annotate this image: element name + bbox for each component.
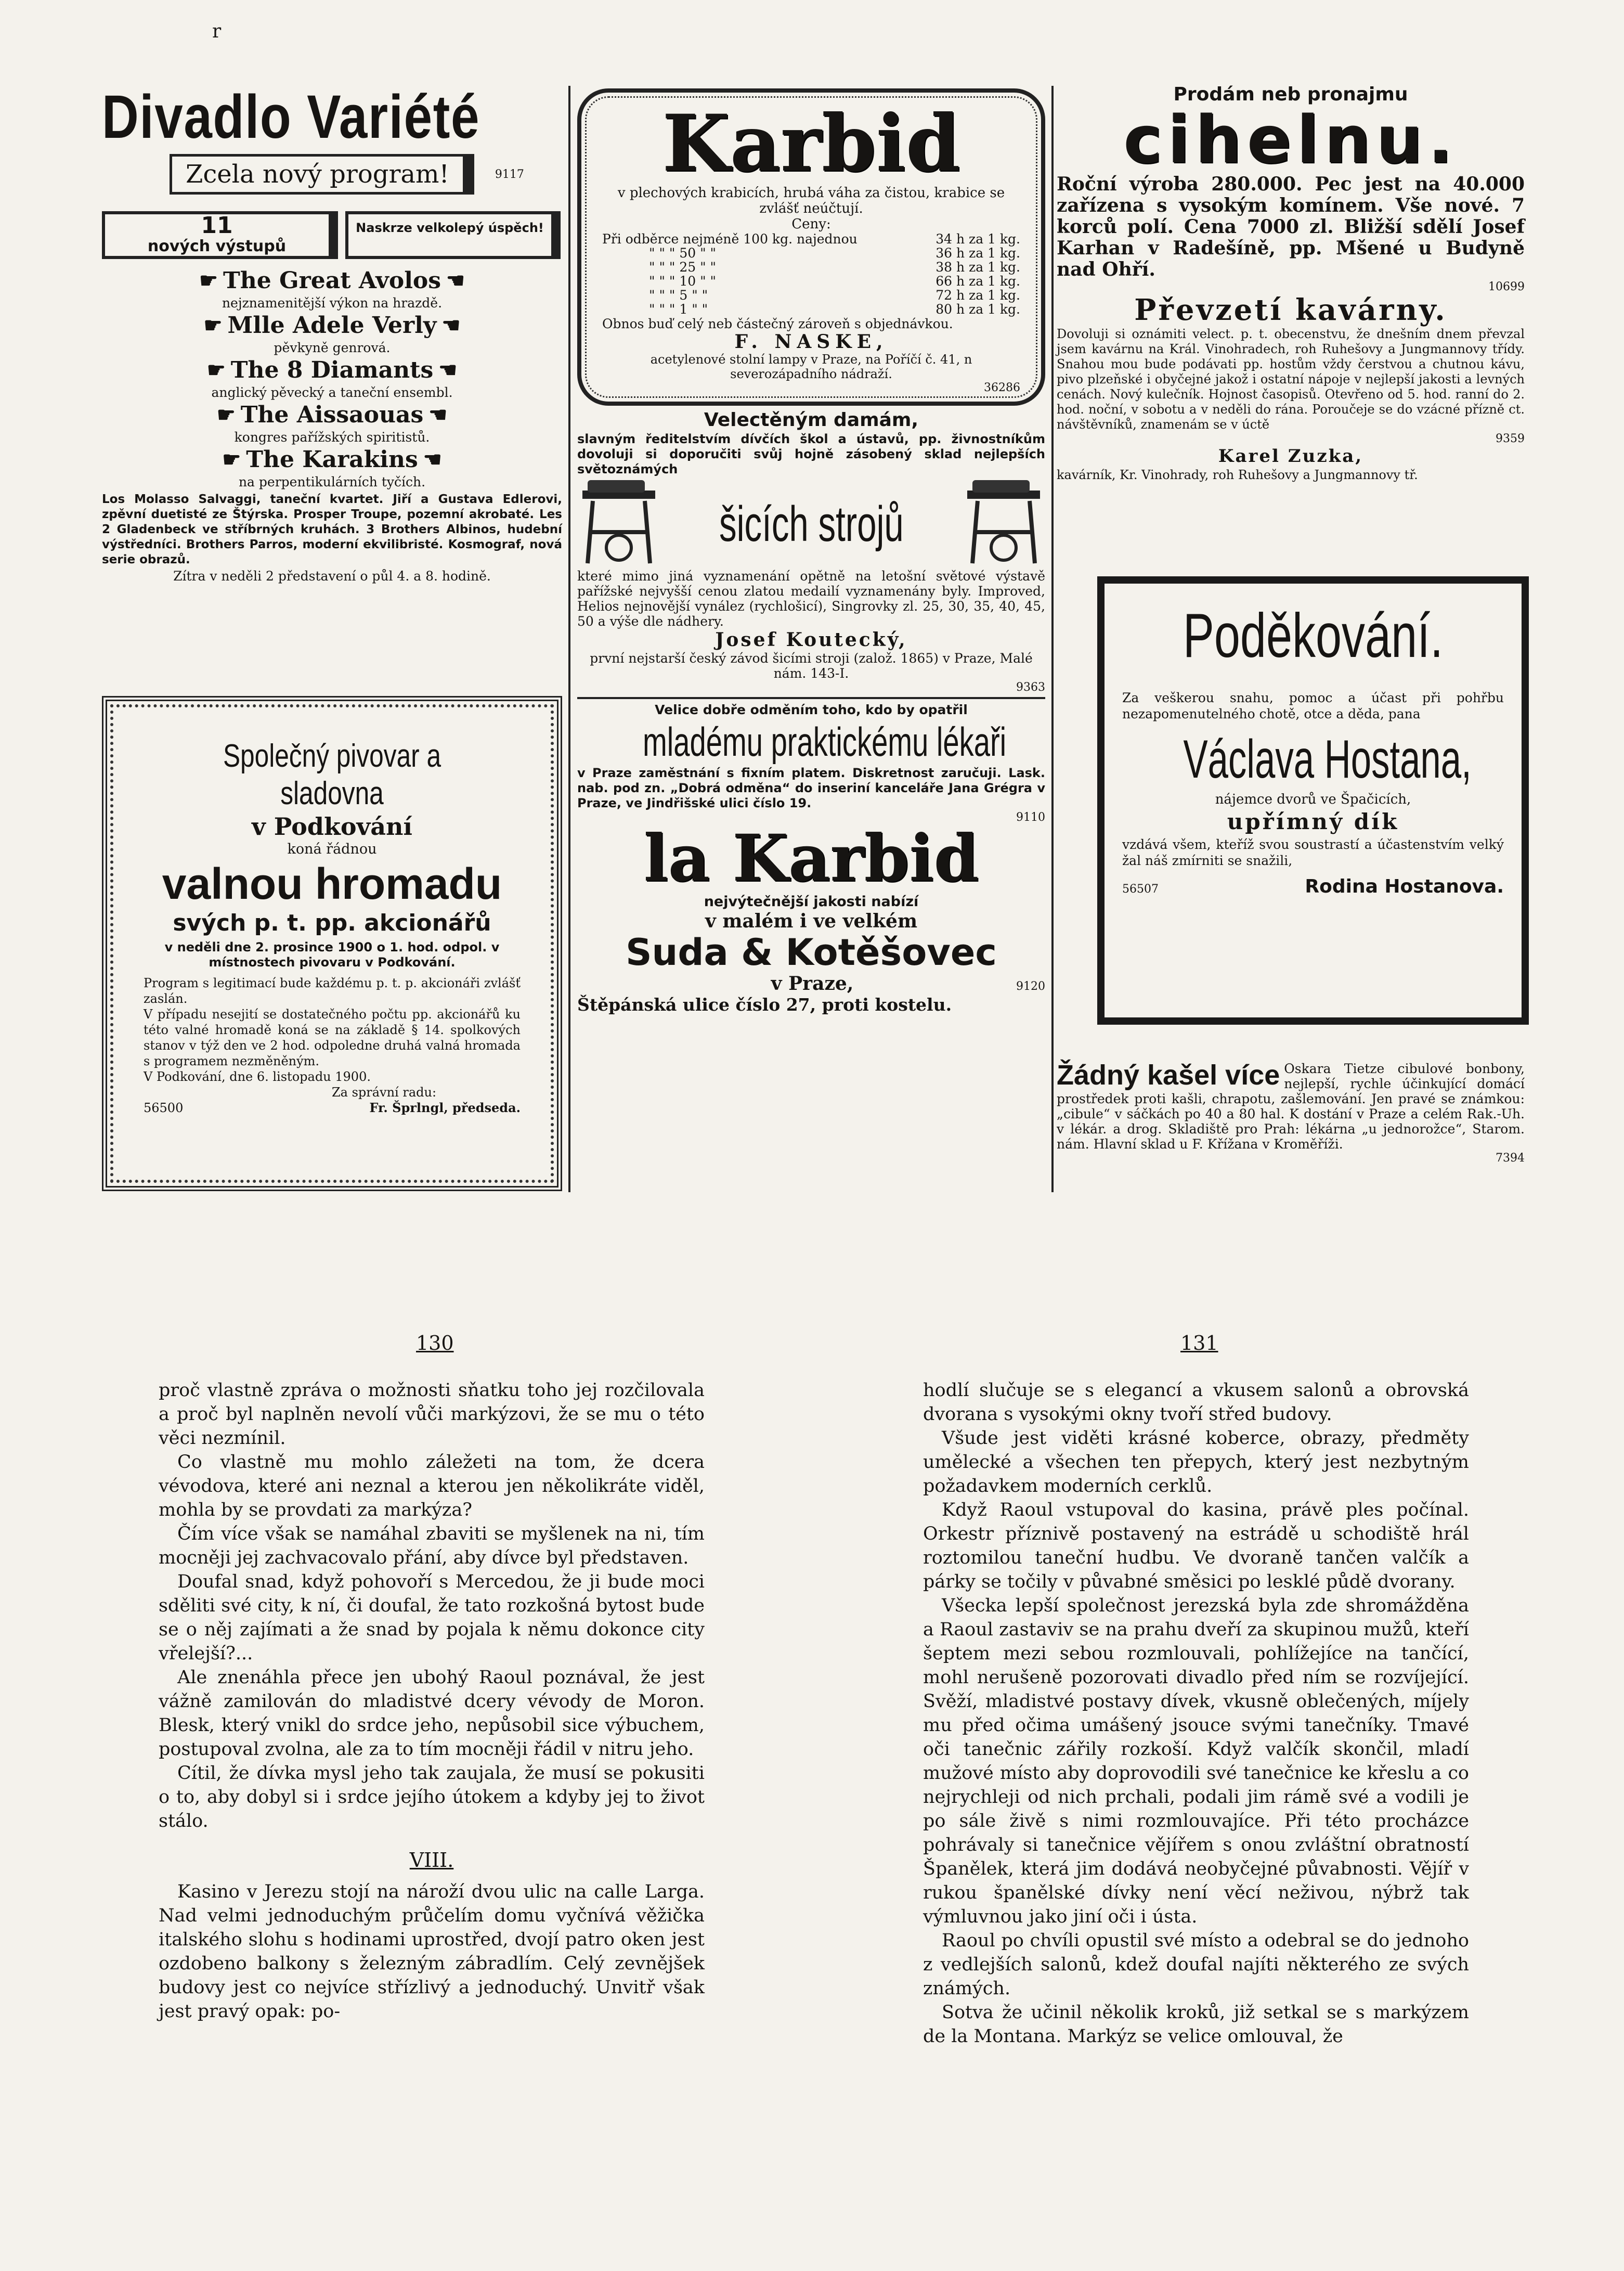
- success-box: Naskrze velkolepý úspěch!: [345, 211, 561, 259]
- act-item: [102, 401, 562, 445]
- ladies-title: Velectěným damám,: [704, 409, 919, 431]
- column-rule-2: [1051, 86, 1054, 1192]
- brewery-meeting: valnou hromadu: [162, 859, 502, 908]
- price-label: " " " 1 " ": [649, 302, 708, 317]
- novel-paragraph: Čím více však se namáhal zbaviti se myšlenek na ni, tím mocněji jej zachvacovalo přání, aby dívce byl představen.: [159, 1524, 705, 1568]
- pointing-hand-icon: ☛: [203, 313, 223, 338]
- novel-paragraph: Doufal snad, když pohovoří s Mercedou, že ji bude moci sděliti své city, k ní, či doufal, že tato rozkošná bytost bude se o něj zajímati a že snad by pojala k němu dokonce city vřelejší?...: [159, 1571, 705, 1664]
- brewery-board: Za správní radu:: [331, 1085, 437, 1100]
- column-classifieds: [1057, 83, 1525, 483]
- price-value: 72 h za 1 kg.: [936, 288, 1020, 303]
- prices-label: Ceny:: [791, 216, 831, 232]
- ladies-text: slavným ředitelstvím dívčích škol a ústavů, pp. živnostníkům dovoluji si doporučiti svůj hojně zásobený sklad nejlepších světoznámých: [577, 432, 1045, 476]
- column-karbid: [577, 88, 1045, 1015]
- brewery-date: v neděli dne 2. prosince 1900 o 1. hod. odpol. v místnostech pivovaru v Podkování.: [164, 940, 500, 970]
- cafe-text: Dovoluji si oznámiti velect. p. t. obecenstvu, že dnešním dnem převzal jsem kavárnu na Král. Vinohradech, roh Ruhešovy a Jungmannovy třídy. Snahou mou bude podávati pp. hostům vždy čerstvou a chutnou kávu, pivo plzeňské i obyčejné jakož i ostatní nápoje v nejlepší jakosti a levných cenách. Nový kulečník. Hojnost časopisů. Otevřeno od 5. hod. ranní do 2. hod. noční, v sobotu a v neděli do rána. Poroučeje se do vzácné přízně ct. návštěvníků, znamenám se v úctě: [1057, 327, 1525, 432]
- act-name: The Karakins: [246, 446, 418, 473]
- program-num: 9117: [495, 167, 524, 181]
- cihelnu-text: Roční výroba 280.000. Pec jest na 40.000 zařízena s vysokým komínem. Vše nové. 7 korců polí. Cena 7000 zl. Bližší sdělí Josef Karhan v Radešíně, pp. Mšené u Budyně nad Ohří.: [1057, 173, 1525, 280]
- sewing-text: které mimo jiná vyznamenání opětně na letošní světové výstavě pařížské nejvyšší cenou zlatou medailí vyznamenány byly. Improved, Helios nejnovější vynález (rychlošicí), Singrovky zl. 25, 30, 35, 40, 45, 50 a výše dle nádhery.: [577, 569, 1045, 629]
- thanks-heart: upřímný dík: [1227, 809, 1399, 834]
- brewery-signer: Fr. Šprlngl, předseda.: [369, 1100, 521, 1115]
- price-value: 80 h za 1 kg.: [936, 302, 1020, 317]
- sale-head: Prodám neb pronajmu: [1173, 84, 1408, 105]
- thanks-family: Rodina Hostanova.: [1305, 876, 1504, 897]
- novel-paragraph: Co vlastně mu mohlo záležeti na tom, že dcera vévodova, které ani neznal a kterou jen několikráte viděl, mohla by se provdati za markýza?: [159, 1452, 705, 1520]
- cough-text: Oskara Tietze cibulové bonbony, nejlepší, rychle účinkující domácí prostředek proti kašli, chrapotu, zašlemování. Jen pravé se známkou: „cibule“ v sáčkách po 40 a 80 hal. K dostání v Praze a celém Rak.-Uh. v lékár. a drog. Skladiště pro Prah: lékárna „u jednorožce“, Starom. nám. Hlavní sklad u F. Křížana v Kroměříži.: [1057, 1061, 1525, 1152]
- page-number-left: 130: [416, 1332, 454, 1354]
- novel-paragraph: proč vlastně zpráva o možnosti sňatku toho jej rozčilovala a proč byl naplněn nevolí vůči markýzovi, že se mu o této věci nezmínil.: [159, 1380, 705, 1449]
- doctor-num: 9110: [1016, 811, 1045, 824]
- sewing-machine-icon: [577, 480, 660, 569]
- price-label: " " " 50 " ": [649, 246, 717, 261]
- pointing-hand-icon: ☛: [216, 403, 236, 427]
- pointing-hand-left-icon: ☚: [438, 358, 458, 382]
- act-item: [102, 266, 562, 311]
- thanks-more: vzdává všem, kteříž svou soustrastí a účastenstvím velký žal náš zmírniti se snažili,: [1122, 837, 1504, 868]
- doctor-title: mladému praktickému lékaři: [643, 719, 1007, 765]
- karbid-title: Karbid: [662, 98, 960, 189]
- price-value: 36 h za 1 kg.: [936, 246, 1020, 261]
- cihelnu-num: 10699: [1488, 280, 1525, 293]
- brewery-num: 56500: [144, 1101, 184, 1115]
- count-label: nových výstupů: [147, 237, 287, 255]
- cafe-title: Převzetí kavárny.: [1134, 293, 1447, 327]
- la-karbid-title: la Karbid: [643, 821, 979, 896]
- acts-time: Zítra v neděli 2 představení o půl 4. a 8. hodině.: [173, 569, 491, 584]
- pointing-hand-left-icon: ☚: [446, 268, 465, 293]
- reward-text: Velice dobře odměním toho, kdo by opatřil: [655, 702, 968, 717]
- cough-title: Žádný kašel více: [1057, 1060, 1280, 1091]
- naske-num: 36286: [984, 381, 1020, 394]
- cafe-num: 9359: [1496, 432, 1525, 445]
- price-label: " " " 10 " ": [649, 274, 717, 289]
- top-mark: r: [212, 21, 222, 42]
- act-name: The 8 Diamants: [230, 357, 434, 383]
- brewery-program: Program s legitimací bude každému p. t. p. akcionáři zvlášť zaslán.: [144, 976, 521, 1006]
- sewing-machine-icon: [962, 480, 1045, 569]
- program-box: [170, 154, 474, 195]
- price-label: Při odběrce nejméně 100 kg. najednou: [602, 231, 858, 247]
- act-desc: nejznamenitější výkon na hrazdě.: [222, 295, 443, 311]
- brewery-clause: V případu nesejití se dostatečného počtu pp. akcionářů ku této valné hromadě koná se na základě § 14. spolkových stanov v týž den ve 2 hod. odpoledne druhá valná hromada s programem nezměněným.: [144, 1007, 521, 1068]
- cihelnu-title: cihelnu.: [1123, 101, 1458, 178]
- thanks-ad: [1097, 576, 1529, 1025]
- firm-city: v Praze,: [771, 973, 854, 995]
- price-row: [602, 274, 1020, 288]
- firm-num: 9120: [1016, 980, 1045, 993]
- act-item: [102, 356, 562, 401]
- koutecky-num: 9363: [1016, 681, 1045, 694]
- naske-name: F. NASKE,: [734, 331, 888, 353]
- pointing-hand-left-icon: ☚: [423, 447, 442, 472]
- price-table: [602, 232, 1020, 316]
- karbid-ad: [577, 88, 1045, 406]
- act-desc: na perpentikulárních tyčích.: [238, 474, 426, 489]
- novel-paragraph: Sotva že učinil několik kroků, již setkal se s markýzem de la Montana. Markýz se velice omlouval, že: [923, 2002, 1469, 2047]
- cafe-owner-addr: kavárník, Kr. Vinohrady, roh Ruhešovy a Jungmannovy tř.: [1057, 468, 1418, 482]
- price-row: [602, 302, 1020, 316]
- acts-list: [102, 266, 562, 490]
- firm-name: Suda & Kotěšovec: [626, 931, 997, 974]
- cough-num: 7394: [1496, 1152, 1525, 1165]
- theatre-title: Divadlo Variété: [102, 83, 480, 151]
- novel-paragraph: Raoul po chvíli opustil své místo a odebral se do jednoho z vedlejších salonů, kdež doufal najíti některého ze svých známých.: [923, 1930, 1469, 1999]
- brewery-of: svých p. t. pp. akcionářů: [173, 910, 491, 936]
- la-karbid-sub2: v malém i ve velkém: [705, 910, 918, 932]
- act-name: The Great Avolos: [223, 267, 441, 294]
- novel-paragraph: Ale znenáhla přece jen ubohý Raoul poznával, že jest vážně zamilován do mladistvé dcery vévody de Moron. Blesk, který vnikl do srdce jeho, nepůsobil sice výbuchem, postupoval zvolna, ale za to tím mocněji řádil v nitru jeho.: [159, 1667, 705, 1760]
- firm-addr: Štěpánská ulice číslo 27, proti kostelu.: [577, 995, 952, 1015]
- novel-paragraph: Cítil, že dívka mysl jeho tak zaujala, že musí se pokusiti o to, aby dobyl si i srdce jejího útokem a kdyby jej to život stálo.: [159, 1763, 705, 1831]
- cafe-owner: Karel Zuzka,: [1218, 446, 1363, 467]
- chapter-heading: VIII.: [409, 1849, 454, 1872]
- sewing-title: šicích strojů: [719, 496, 904, 552]
- act-item: [102, 445, 562, 490]
- count-box: [102, 211, 338, 259]
- la-karbid-sub1: nejvýtečnější jakosti nabízí: [704, 894, 919, 910]
- column-rule-1: [568, 86, 570, 1192]
- pointing-hand-icon: ☛: [199, 268, 218, 293]
- act-desc: pěvkyně genrová.: [274, 340, 391, 355]
- act-name: The Aissaouas: [240, 402, 424, 428]
- brewery-ad: [102, 696, 562, 1191]
- thanks-role: nájemce dvorů ve Špačicích,: [1215, 792, 1411, 807]
- price-row: [602, 232, 1020, 246]
- cough-ad: [1057, 1061, 1525, 1165]
- karbid-order: Obnos buď celý neb částečný zároveň s objednávkou.: [602, 316, 953, 331]
- novel-paragraph: Všecka lepší společnost jerezská byla zde shromážděna a Raoul zastaviv se na prahu dveří za skupinou mužů, kteří šeptem mezi sebou rozmlouvali, pohlížejíce na tančící, mohl nerušeně pozorovati divadlo před ním se rozvíjející. Svěží, mladistvé postavy dívek, vkusně oblečených, míjely mu před očima umášený jsouce svými tanečníky. Tmavé oči tanečnic zářily rozkoší. Když valčík skončil, mladí mužové místo aby doprovodili své tanečnice ke křeslu a co nejrychleji od nich prchali, podali jim rámě své a vodili je po sále živě s nimi rozmlouvajíce. Při této procházce pohrávaly si tanečnice vějířem s onou zvláštní obratností Španělek, která jim dodává neobyčejné půvabnosti. Vějíř v rukou španělské dívky není věcí neživou, nýbrž tak výmluvnou jako jiní oči i ústa.: [923, 1595, 1469, 1927]
- price-value: 66 h za 1 kg.: [936, 274, 1020, 289]
- price-row: [602, 260, 1020, 274]
- divider: [577, 697, 1045, 699]
- novel-paragraph: hodlí slučuje se s elegancí a vkusem salonů a obrovská dvorana s vysokými okny tvoří střed budovy.: [923, 1380, 1469, 1425]
- page-number-right: 131: [1180, 1332, 1218, 1354]
- act-name: Mlle Adele Verly: [227, 312, 437, 339]
- novel-right-column: [923, 1378, 1469, 2048]
- column-theatre: [102, 83, 562, 584]
- brewery-title: Společný pivovar a sladovna: [223, 738, 441, 811]
- pointing-hand-icon: ☛: [222, 447, 241, 472]
- karbid-text: v plechových krabicích, hrubá váha za čistou, krabice se zvlášť neúčtují.: [617, 185, 1005, 216]
- novel-paragraph: Všude jest viděti krásné koberce, obrazy, předměty umělecké a všechen ten přepych, který jest nezbytným požadavkem moderních cerklů.: [923, 1428, 1469, 1496]
- thanks-name: Václava Hostana,: [1183, 729, 1472, 790]
- brewery-holds: koná řádnou: [287, 841, 377, 857]
- thanks-num: 56507: [1122, 883, 1159, 896]
- price-label: " " " 5 " ": [649, 288, 708, 303]
- program-label: Zcela nový program!: [186, 160, 449, 189]
- pointing-hand-icon: ☛: [206, 358, 226, 382]
- price-value: 34 h za 1 kg.: [936, 231, 1020, 247]
- koutecky-name: Josef Koutecký,: [715, 629, 907, 651]
- novel-paragraph: Když Raoul vstupoval do kasina, právě ples počínal. Orkestr příznivě postavený na estrádě u schodiště hrál roztomilou taneční hudbu. Ve dvoraně tančen valčík a párky se točily v půvabné směsici po lesklé půdě dvorany.: [923, 1500, 1469, 1592]
- price-label: " " " 25 " ": [649, 260, 717, 275]
- act-desc: kongres pařížských spiritistů.: [234, 430, 430, 445]
- naske-addr: acetylenové stolní lampy v Praze, na Poříčí č. 41, n severozápadního nádraží.: [650, 352, 972, 381]
- pointing-hand-left-icon: ☚: [441, 313, 461, 338]
- koutecky-addr: první nejstarší český závod šicími stroji (založ. 1865) v Praze, Malé nám. 143-I.: [590, 651, 1033, 681]
- novel-paragraph: Kasino v Jerezu stojí na nároží dvou ulic na calle Larga. Nad velmi jednoduchým průčelím domu vyčnívá věžička italského slohu s hodinami uprostřed, dvojí patro oken jest ozdobeno balkony s železným zábradlím. Celý zevnějšek budovy jest co nejvíce střízlivý a jednoduchý. Unvitř však jest pravý opak: po-: [159, 1881, 705, 2022]
- pointing-hand-left-icon: ☚: [428, 403, 448, 427]
- brewery-dated: V Podkování, dne 6. listopadu 1900.: [144, 1069, 371, 1084]
- thanks-text: Za veškerou snahu, pomoc a účast při pohřbu nezapomenutelného chotě, otce a děda, pana: [1122, 690, 1504, 721]
- doctor-text: v Praze zaměstnání s fixním platem. Diskretnost zaručuji. Lask. nab. pod zn. „Dobrá odměna“ do inseriní kanceláře Jana Grégra v Praze, ve Jindřišské ulici číslo 19.: [577, 766, 1045, 810]
- price-value: 38 h za 1 kg.: [936, 260, 1020, 275]
- act-desc: anglický pěvecký a taneční ensembl.: [211, 385, 453, 400]
- thanks-title: Poděkování.: [1183, 601, 1444, 670]
- count-num: 11: [201, 212, 233, 239]
- act-item: [102, 311, 562, 356]
- acts-detail: Los Molasso Salvaggi, taneční kvartet. Jiří a Gustava Edlerovi, zpěvní duetisté ze Štýrska. Prosper Troupe, pozemní akrobaté. Les 2 Gladenbeck ve stříbrných kruhách. 3 Brothers Albinos, hudební výstředníci. Brothers Parros, moderní ekvilibristé. Kosmograf, nová serie obrazů.: [102, 493, 562, 566]
- brewery-place: v Podkování: [252, 812, 412, 841]
- novel-left-column: [159, 1378, 705, 2023]
- price-row: [602, 288, 1020, 302]
- price-row: [602, 246, 1020, 260]
